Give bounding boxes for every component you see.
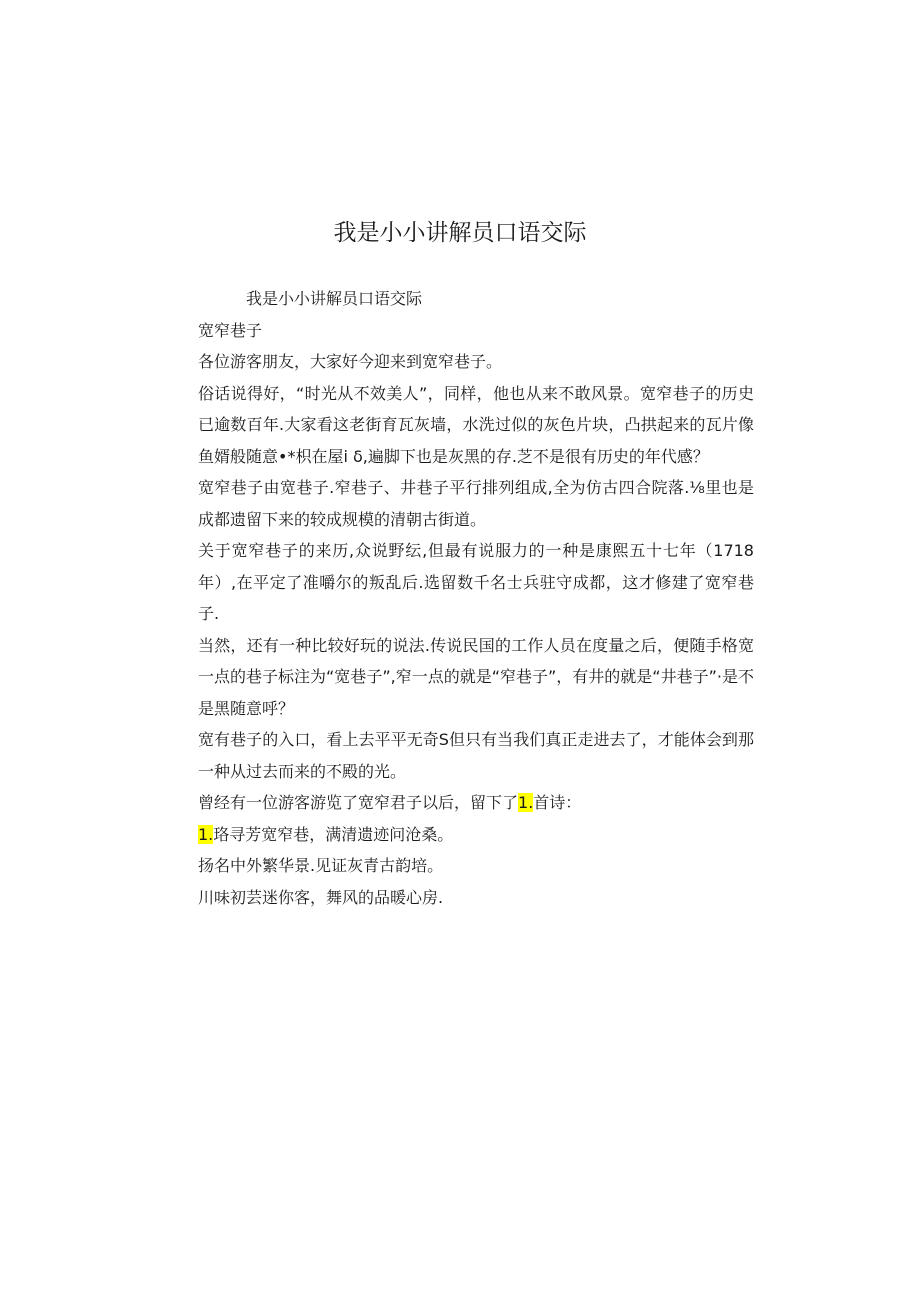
section-heading: 宽窄巷子 [198, 320, 263, 340]
poem-line-3: 川味初芸迷你客，舞风的品暖心房. [198, 887, 444, 907]
highlighted-number: 1. [198, 824, 214, 844]
paragraph-5: 当然，还有一种比较好玩的说法.传说民国的工作人员在度量之后，便随手格宽一点的巷子标注为“宽巷子”,窄一点的就是“窄巷子”，有井的就是“井巷子”·是不是黑随意呼？ [198, 635, 754, 718]
poem-line-2: 扬名中外繁华景.见证灰青古韵培。 [198, 856, 444, 875]
paragraph-6: 宽有巷子的入口，看上去平平无奇S但只有当我们真正走进去了，才能体会到那一种从过去而来的不殿的光。 [198, 730, 754, 781]
poem-intro-text: 曾经有一位游客游览了宽窄君子以后，留下了 [198, 793, 519, 812]
paragraph-2: 俗话说得好，“时光从不效美人”，同样，他也从来不敢风景。宽窄巷子的历史已逾数百年.大家看这老街育瓦灰墙，水洗过似的灰色片块，凸拱起来的瓦片像鱼婿般随意•*枳在屋i δ,遍脚下也是灰黑的存.芝不是很有历史的年代感？ [198, 383, 754, 466]
paragraph-4: 关于宽窄巷子的来历,众说野纭,但最有说服力的一种是康熙五十七年（1718年）,在平定了准嚼尔的叛乱后.选留数千名士兵驻守成都，这才修建了宽窄巷子. [198, 541, 754, 623]
paragraph-3: 宽窄巷子由宽巷子.窄巷子、井巷子平行排列组成,全为仿古四合院落.⅛里也是成都遗留下来的较成规模的清朝古街道。 [198, 478, 754, 529]
document-subtitle: 我是小小讲解员口语交际 [246, 289, 423, 308]
poem-intro-end: 首诗： [533, 793, 582, 812]
paragraph-1: 各位游客朋友，大家好今迎来到宽窄巷子。 [198, 352, 503, 371]
document-body [198, 283, 754, 913]
poem-line-1-text: 珞寻芳宽窄巷，满清遗迹问沧桑。 [213, 824, 454, 844]
poem-line-1 [198, 819, 754, 851]
highlighted-number: 1. [518, 793, 534, 812]
poem-intro [198, 787, 754, 819]
document-title: 我是小小讲解员口语交际 [333, 220, 587, 246]
